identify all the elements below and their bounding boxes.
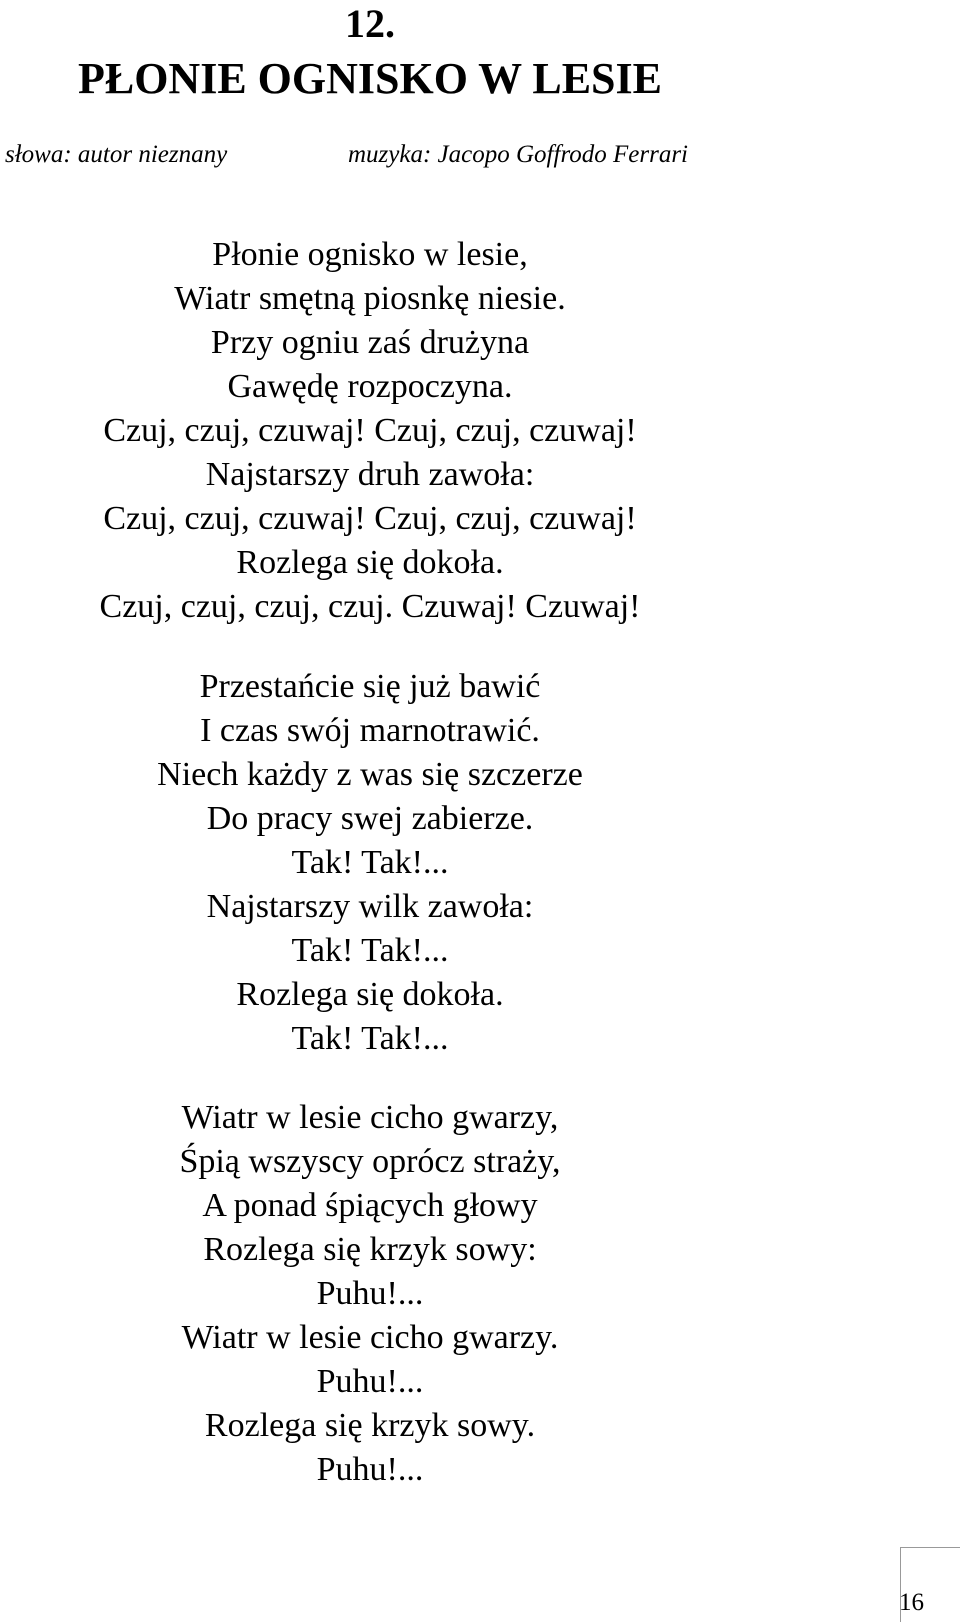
verse-line: A ponad śpiących głowy xyxy=(202,1187,538,1224)
verse-line: Czuj, czuj, czuj, czuj. Czuwaj! Czuwaj! xyxy=(99,588,641,625)
verse-line: Płonie ognisko w lesie, xyxy=(212,236,528,273)
verse-line: Tak! Tak!... xyxy=(291,1020,449,1057)
verse-line: Rozlega się dokoła. xyxy=(236,544,504,581)
verse-line: Wiatr w lesie cicho gwarzy. xyxy=(181,1319,559,1356)
music-credit: muzyka: Jacopo Goffrodo Ferrari xyxy=(348,141,688,168)
words-credit: słowa: autor nieznany xyxy=(5,141,228,168)
verse-line: Tak! Tak!... xyxy=(291,844,449,881)
stanza-2 xyxy=(0,665,740,1061)
stanza-1 xyxy=(0,233,740,629)
verse-line: Do pracy swej zabierze. xyxy=(206,800,534,837)
verse-line: Najstarszy druh zawoła: xyxy=(205,456,535,493)
verse-line: Tak! Tak!... xyxy=(291,932,449,969)
verse-line: Przy ogniu zaś drużyna xyxy=(210,324,530,361)
verse-line: Czuj, czuj, czuwaj! Czuj, czuj, czuwaj! xyxy=(103,500,637,537)
verse-line: Niech każdy z was się szczerze xyxy=(157,756,583,793)
page-number: 16 xyxy=(899,1589,924,1616)
song-number: 12. xyxy=(345,1,395,46)
verse-line: Rozlega się krzyk sowy: xyxy=(203,1231,537,1268)
stanza-3 xyxy=(0,1096,740,1492)
verse-line: Wiatr smętną piosnkę niesie. xyxy=(174,280,566,317)
verse-line: Puhu!... xyxy=(316,1451,424,1488)
verse-line: Wiatr w lesie cicho gwarzy, xyxy=(181,1099,559,1136)
verse-line: Rozlega się krzyk sowy. xyxy=(204,1407,536,1444)
verse-line: Rozlega się dokoła. xyxy=(236,976,504,1013)
verse-line: I czas swój marnotrawić. xyxy=(200,712,540,749)
verse-line: Puhu!... xyxy=(316,1275,424,1312)
verse-line: Gawędę rozpoczyna. xyxy=(227,368,513,405)
song-title: PŁONIE OGNISKO W LESIE xyxy=(77,54,662,103)
verse-line: Przestańcie się już bawić xyxy=(199,668,541,705)
verse-line: Najstarszy wilk zawoła: xyxy=(206,888,534,925)
verse-line: Śpią wszyscy oprócz straży, xyxy=(179,1143,561,1180)
verse-line: Puhu!... xyxy=(316,1363,424,1400)
verse-line: Czuj, czuj, czuwaj! Czuj, czuj, czuwaj! xyxy=(103,412,637,449)
